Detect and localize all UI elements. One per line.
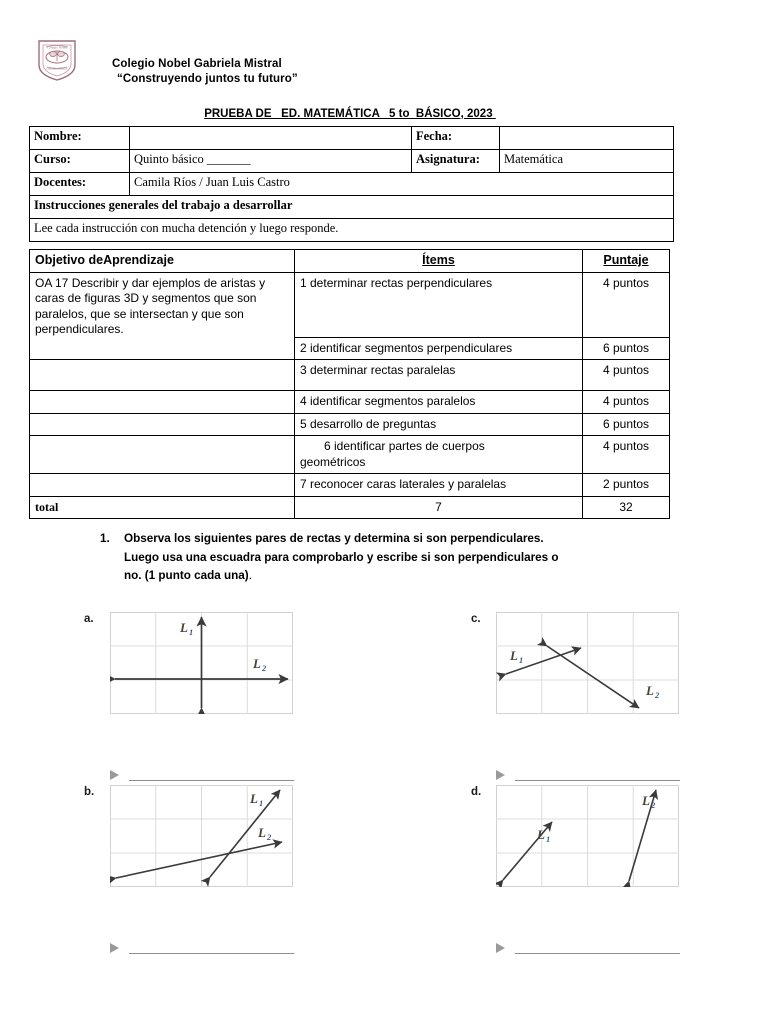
student-info-table (29, 126, 674, 242)
instrucciones-label: Instrucciones generales del trabajo a desarrollar (30, 196, 674, 219)
total-label: total (30, 496, 295, 519)
total-items: 7 (295, 496, 583, 519)
play-triangle-icon (110, 943, 119, 953)
objetivo-empty (30, 436, 295, 474)
figure-d (496, 785, 679, 887)
svg-text:L: L (250, 791, 258, 806)
answer-line-a[interactable] (110, 768, 295, 782)
puntaje-cell: 6 puntos (583, 337, 670, 360)
item-cell: 6 identificar partes de cuerpos geométricos (295, 436, 583, 474)
svg-text:L: L (510, 648, 518, 663)
question-number: 1. (100, 532, 110, 545)
curso-label: Curso: (30, 150, 130, 173)
col-header-items: Ítems (295, 250, 583, 273)
svg-text:L: L (258, 825, 266, 840)
puntaje-cell: 2 puntos (583, 474, 670, 497)
play-triangle-icon (110, 770, 119, 780)
nombre-field[interactable] (130, 127, 412, 150)
item-cell: 3 determinar rectas paralelas (295, 360, 583, 391)
svg-text:L: L (537, 827, 545, 842)
answer-rule[interactable] (515, 953, 680, 954)
table-header-row (30, 250, 670, 273)
puntaje-cell: 4 puntos (583, 436, 670, 474)
docentes-label: Docentes: (30, 173, 130, 196)
objetivo-empty (30, 474, 295, 497)
figure-c (496, 612, 679, 714)
question-text (124, 530, 704, 586)
objetivo-empty (30, 360, 295, 391)
fecha-field[interactable] (500, 127, 674, 150)
figure-a (110, 612, 293, 714)
instrucciones-value: Lee cada instrucción con mucha detención y luego responde. (30, 219, 674, 242)
item-cell: 4 identificar segmentos paralelos (295, 391, 583, 414)
figure-label-a: a. (84, 613, 94, 625)
svg-text:2: 2 (262, 663, 267, 673)
figure-label-d: d. (471, 786, 482, 798)
answer-line-d[interactable] (496, 941, 681, 955)
svg-text:2: 2 (655, 690, 660, 700)
item-cell: 1 determinar rectas perpendiculares (295, 272, 583, 337)
question-line-2: Luego usa una escuadra para comprobarlo y escribe si son perpendiculares o (124, 550, 559, 564)
item-cell: 2 identificar segmentos perpendiculares (295, 337, 583, 360)
svg-text:1: 1 (546, 834, 551, 844)
objetivo-empty (30, 413, 295, 436)
objectives-table (29, 249, 670, 519)
puntaje-cell: 4 puntos (583, 360, 670, 391)
puntaje-cell: 6 puntos (583, 413, 670, 436)
table-row (30, 219, 674, 242)
svg-text:L: L (642, 793, 650, 808)
fecha-label: Fecha: (412, 127, 500, 150)
table-row (30, 127, 674, 150)
item-cell: 5 desarrollo de preguntas (295, 413, 583, 436)
objetivo-text: OA 17 Describir y dar ejemplos de aristas y caras de figuras 3D y segmentos que son paralelos, que se intersectan y que son perpendiculares. (30, 272, 295, 360)
figure-b (110, 785, 293, 887)
figure-label-c: c. (471, 613, 481, 625)
nombre-label: Nombre: (30, 127, 130, 150)
table-row (30, 391, 670, 414)
docentes-value: Camila Ríos / Juan Luis Castro (130, 173, 674, 196)
answer-rule[interactable] (129, 780, 294, 781)
curso-field[interactable]: Quinto básico _______ (130, 150, 412, 173)
question-line-3: no. (1 punto cada una) (124, 569, 249, 582)
answer-line-b[interactable] (110, 941, 295, 955)
answer-rule[interactable] (129, 953, 294, 954)
svg-text:L: L (253, 656, 261, 671)
asignatura-label: Asignatura: (412, 150, 500, 173)
total-puntaje: 32 (583, 496, 670, 519)
school-name: Colegio Nobel Gabriela Mistral (112, 58, 282, 70)
exam-title: PRUEBA DE ED. MATEMÁTICA 5 to BÁSICO, 2023 (204, 108, 496, 120)
svg-text:1: 1 (259, 798, 264, 808)
table-total-row (30, 496, 670, 519)
item-cell: 7 reconocer caras laterales y paralelas (295, 474, 583, 497)
school-motto: “Construyendo juntos tu futuro” (117, 73, 298, 85)
table-row (30, 436, 670, 474)
answer-line-c[interactable] (496, 768, 681, 782)
svg-text:2: 2 (267, 832, 272, 842)
col-header-objetivo: Objetivo deAprendizaje (30, 250, 295, 273)
svg-text:2: 2 (651, 800, 656, 810)
table-row (30, 360, 670, 391)
table-row (30, 272, 670, 337)
col-header-puntaje: Puntaje (583, 250, 670, 273)
table-row (30, 173, 674, 196)
play-triangle-icon (496, 943, 505, 953)
svg-text:Gabriela Mistral: Gabriela Mistral (46, 66, 68, 71)
svg-text:L: L (646, 683, 654, 698)
table-row (30, 150, 674, 173)
play-triangle-icon (496, 770, 505, 780)
question-line-1: Observa los siguientes pares de rectas y determina si son perpendiculares. (124, 532, 544, 545)
asignatura-field[interactable]: Matemática (500, 150, 674, 173)
objetivo-empty (30, 391, 295, 414)
answer-rule[interactable] (515, 780, 680, 781)
puntaje-cell: 4 puntos (583, 272, 670, 337)
figure-label-b: b. (84, 786, 95, 798)
svg-text:1: 1 (519, 655, 524, 665)
table-row (30, 413, 670, 436)
school-crest-icon (34, 37, 80, 83)
puntaje-cell: 4 puntos (583, 391, 670, 414)
table-row (30, 196, 674, 219)
question-line-3-tail: . (248, 569, 252, 582)
svg-text:L: L (180, 620, 188, 635)
svg-text:1: 1 (189, 627, 194, 637)
svg-text:Colegio Nobel: Colegio Nobel (47, 45, 67, 50)
table-row (30, 474, 670, 497)
